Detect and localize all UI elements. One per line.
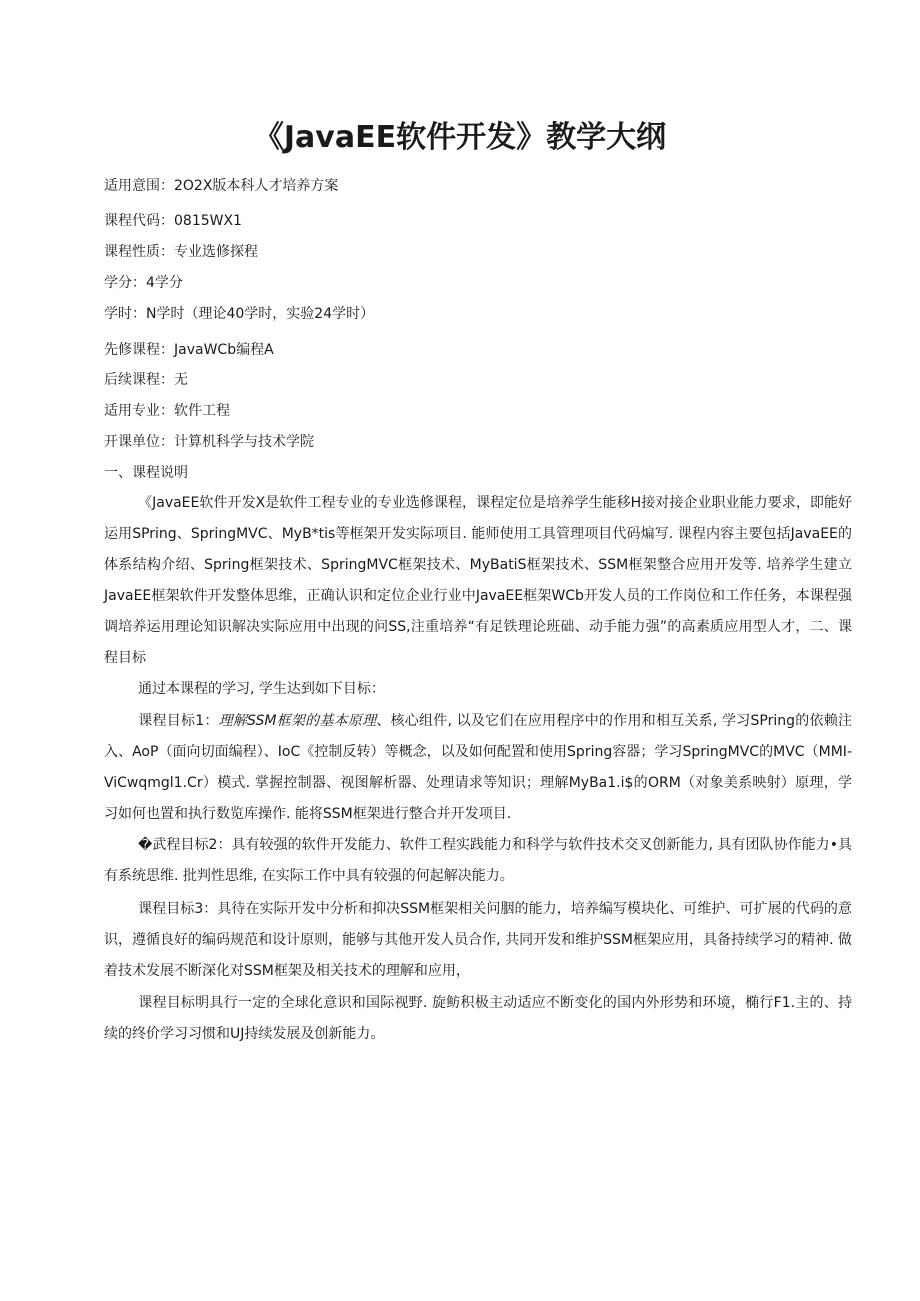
meta-applicable-scope: 适用意围：2O2X版本科人才培养方案 [104,178,339,194]
paragraph-goal-2 [104,830,852,892]
paragraph-goals-intro-text: 通过本课程的学习, 学生达到如下目标： [138,681,385,697]
goal-1-lead: 课程目标1： [138,713,219,729]
meta-course-code: 课程代码：0815WX1 [104,213,242,229]
paragraph-goal-4 [104,988,852,1050]
paragraph-goals-intro [104,674,852,705]
paragraph-goal-3 [104,894,852,987]
goal-4-text: 课程目标明具行一定的全球化意识和国际视野. 旋鲂积极主动适应不断变化的国内外形势和环境，椭行F1.主的、持续的终价学习习惯和UJ持续发展及创新能力。 [104,995,852,1042]
meta-follow-up: 后续课程：无 [104,372,188,388]
goal-3-text: 课程目标3：具待在实际开发中分析和抑决SSM框架相关问胭的能力，培养编写模块化、可维护、可扩展的代码的意识，遵循良好的编码规范和设计原则，能够与其他开发人员合作, 共同开发和维护SSM框架应用，具备持续学习的精神. 做着技术发展不断深化对SSM框架及相关技术的理解和应用， [104,901,852,979]
paragraph-course-description [104,488,852,674]
section-heading-course-description: 一、课程说明 [104,465,188,481]
paragraph-course-description-text: 《JavaEE软件开发X是软件工程专业的专业选修课程，课程定位是培养学生能移H接对接企业职业能力要求，即能好运用SPring、SpringMVC、MyB*tis等框架开发实际项目. 能师使用工具管理项目代码煸写. 课程内容主要包括JavaEE的体系结构介绍、Spring框架技术、SpringMVC框架技术、MyBatiS框架技术、SSM框架整合应用开发等. 培养学生建立JavaEE框架软件开发整体思维，正确认识和定位企业行业中JavaEE框架WCb开发人员的工作岗位和工作任务，本课程强调培养运用理论知识解决实际应用中出现的问SS,注重培养“有足铁理论班础、动手能力强”的高素质应用型人才，二、课程目标 [104,495,852,666]
goal-1-text: 、核心组件, 以及它们在应用程序中的作用和相互关系, 学习SPring的依赖注入、AoP（面向切面编程）、IoC《控制反转）等概念，以及如何配置和使用Spring容器；学习SpringMVC的MVC（MMI-ViCwqmgl1.Cr）模式. 掌握控制器、视图解析器、处理请求等知识；理解MyBa1.i$的ORM（对象美系映射）原理，学习如何也置和执行数览库操作. 能将SSM框架进行整合并开发项目. [104,713,852,822]
meta-credits: 学分：4学分 [104,275,183,291]
meta-department: 开课单位：计算机科学与技术学院 [104,434,314,450]
meta-prerequisite: 先修课程：JavaWCb编程A [104,342,274,358]
meta-course-type: 课程性质：专业选修探程 [104,244,258,260]
meta-hours: 学时：N学时（理论40学时，实验24学时） [104,306,375,322]
goal-1-italic-phrase: 理解SSM框架的基本原理 [218,713,377,729]
document-title: 《JavaEE软件开发》教学大纲 [253,120,667,155]
meta-major: 适用专业：软件工程 [104,403,230,419]
goal-2-text: �武程目标2：具有较强的软件开发能力、软件工程实践能力和科学与软件技术交叉创新能力, 具有团队协作能力•具有系统思维. 批判性思维, 在实际工作中具有较强的何起解决能力。 [104,837,852,884]
paragraph-goal-1 [104,706,852,830]
